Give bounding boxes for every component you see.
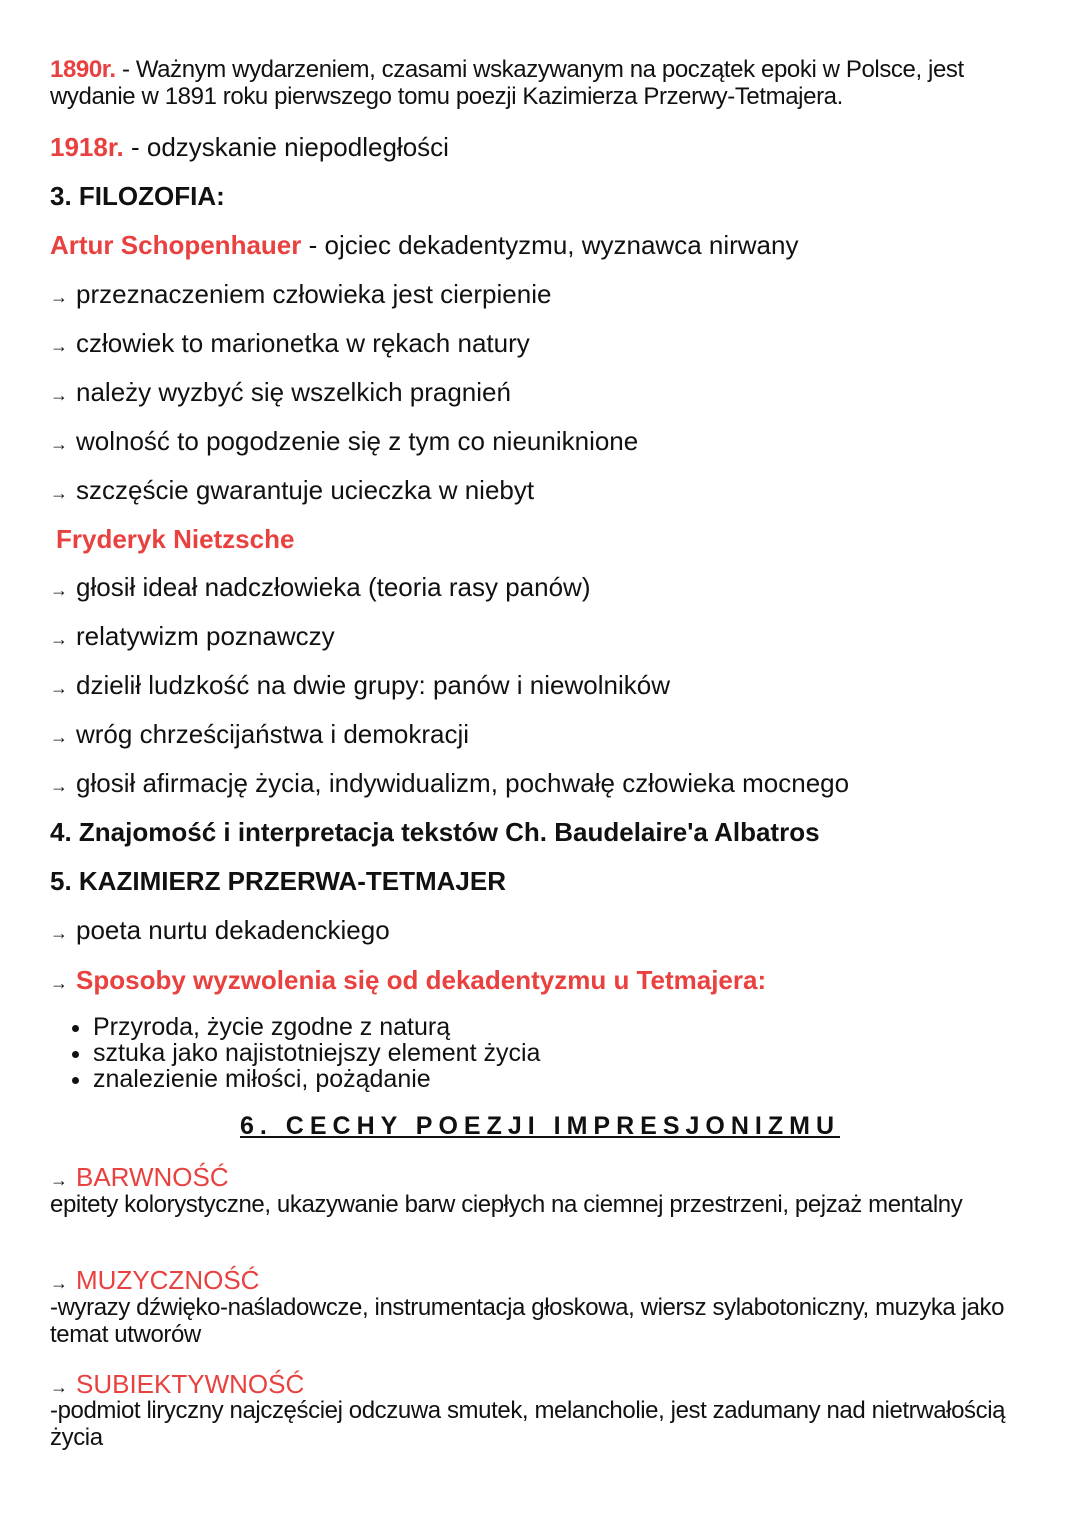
item-text: Sposoby wyzwolenia się od dekadentyzmu u Tetmajera:: [76, 965, 767, 995]
list-item: [50, 377, 511, 410]
section-3-title: 3. FILOZOFIA:: [50, 181, 225, 211]
section-4-title: 4. Znajomość i interpretacja tekstów Ch. Baudelaire'a Albatros: [50, 817, 820, 847]
arrow-icon: →: [50, 678, 68, 698]
feature-desc: -podmiot liryczny najczęściej odczuwa smutek, melancholie, jest zadumany nad nietrwałością życia: [50, 1397, 1006, 1451]
list-item: [50, 426, 638, 459]
item-text: szczęście gwarantuje ucieczka w niebyt: [76, 475, 535, 505]
item-text: należy wyzbyć się wszelkich pragnień: [76, 377, 511, 407]
arrow-icon: →: [50, 385, 68, 405]
bullet-item: • sztuka jako najistotniejszy element życia: [93, 1040, 540, 1066]
philosopher-name: Artur Schopenhauer: [50, 230, 302, 260]
list-item: [50, 965, 766, 998]
bullet-item: • znalezienie miłości, pożądanie: [93, 1066, 540, 1092]
arrow-icon: →: [50, 973, 68, 993]
list-item: [50, 915, 390, 948]
philosopher-desc: - ojciec dekadentyzmu, wyznawca nirwany: [301, 230, 799, 260]
item-text: głosił ideał nadczłowieka (teoria rasy panów): [76, 572, 591, 602]
list-item: [50, 768, 849, 801]
arrow-icon: →: [50, 580, 68, 600]
section-6-title: [0, 1112, 1080, 1141]
section-6-title-text: 6. CECHY POEZJI IMPRESJONIZMU: [239, 1112, 840, 1140]
arrow-icon: →: [50, 1273, 68, 1293]
item-text: relatywizm poznawczy: [76, 621, 335, 651]
feature-desc: epitety kolorystyczne, ukazywanie barw ciepłych na ciemnej przestrzeni, pejzaż mentalny: [50, 1191, 963, 1218]
year-label: 1890r.: [50, 56, 116, 83]
feature-name: MUZYCZNOŚĆ: [76, 1265, 260, 1295]
intro-text: - Ważnym wydarzeniem, czasami wskazywanym na początek epoki w Polsce, jest wydanie w 1891 roku pierwszego tomu poezji Kazimierza Przerwy-Tetmajera.: [50, 56, 964, 110]
arrow-icon: →: [50, 336, 68, 356]
list-item: [50, 572, 590, 605]
nietzsche-heading: Fryderyk Nietzsche: [56, 524, 295, 554]
item-text: wolność to pogodzenie się z tym co nieuniknione: [76, 426, 639, 456]
list-item: [50, 475, 534, 508]
bullet-list: [55, 1014, 540, 1092]
schopenhauer-heading: [50, 230, 798, 260]
intro-1890: [50, 56, 1040, 110]
feature-name: BARWNOŚĆ: [76, 1162, 229, 1192]
item-text: wróg chrześcijaństwa i demokracji: [76, 719, 470, 749]
arrow-icon: →: [50, 434, 68, 454]
arrow-icon: →: [50, 1170, 68, 1190]
bullet-item: • Przyroda, życie zgodne z naturą: [93, 1014, 540, 1040]
arrow-icon: →: [50, 923, 68, 943]
item-text: dzielił ludzkość na dwie grupy: panów i niewolników: [76, 670, 670, 700]
arrow-icon: →: [50, 727, 68, 747]
arrow-icon: →: [50, 287, 68, 307]
arrow-icon: →: [50, 776, 68, 796]
arrow-icon: →: [50, 629, 68, 649]
list-item: [50, 328, 530, 361]
list-item: [50, 279, 551, 312]
year-label: 1918r.: [50, 132, 124, 162]
feature-name: SUBIEKTYWNOŚĆ: [76, 1369, 305, 1399]
list-item: [50, 670, 670, 703]
list-item: [50, 719, 469, 752]
item-text: przeznaczeniem człowieka jest cierpienie: [76, 279, 552, 309]
list-item: [50, 621, 335, 654]
arrow-icon: →: [50, 483, 68, 503]
item-text: poeta nurtu dekadenckiego: [76, 915, 390, 945]
section-5-title: 5. KAZIMIERZ PRZERWA-TETMAJER: [50, 866, 506, 896]
intro-1918: [50, 132, 449, 162]
item-text: człowiek to marionetka w rękach natury: [76, 328, 530, 358]
feature-desc: -wyrazy dźwięko-naśladowcze, instrumentacja głoskowa, wiersz sylabotoniczny, muzyka jako temat utworów: [50, 1294, 1005, 1348]
intro-text: - odzyskanie niepodległości: [123, 132, 449, 162]
arrow-icon: →: [50, 1377, 68, 1397]
item-text: głosił afirmację życia, indywidualizm, pochwałę człowieka mocnego: [76, 768, 850, 798]
